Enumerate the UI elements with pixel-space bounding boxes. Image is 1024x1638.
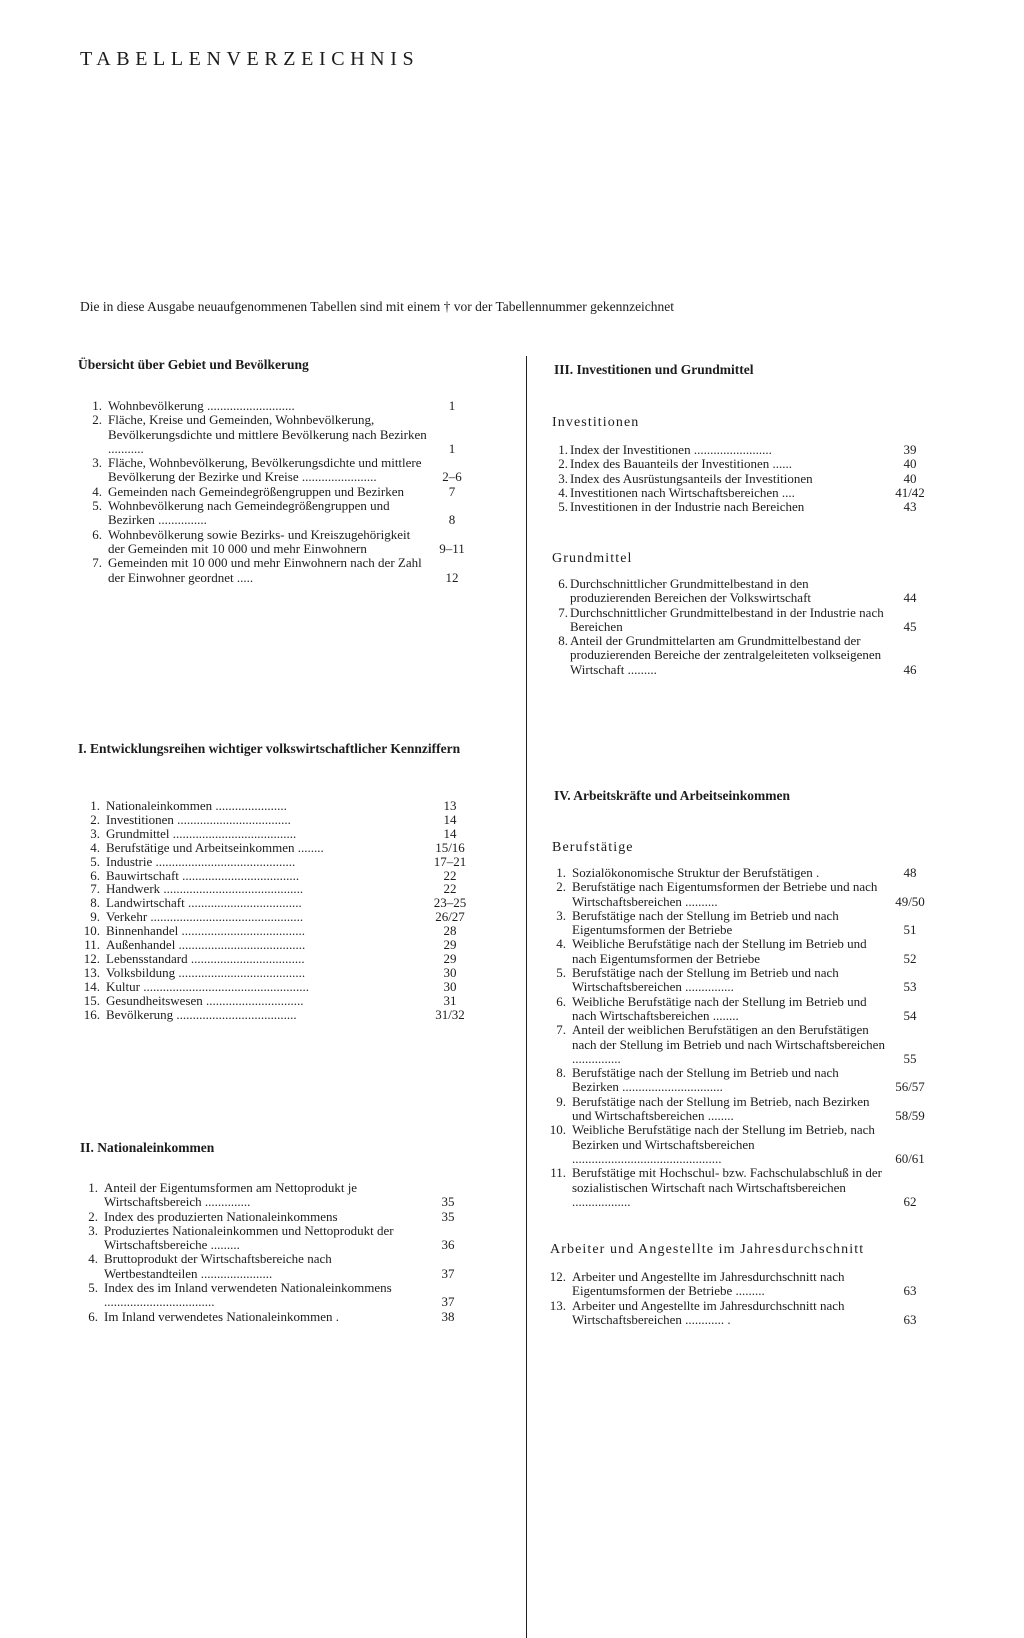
toc-entry <box>80 910 472 924</box>
entry-title: Wohnbevölkerung nach Gemeindegrößengruppen und Bezirken ............... <box>108 498 390 528</box>
entry-page-number: 37 <box>441 1265 455 1281</box>
entry-title: Lebensstandard ................................... <box>106 950 305 966</box>
entry-page-number: 41/42 <box>895 484 925 500</box>
entry-page-number: 40 <box>903 470 917 486</box>
toc-entry <box>546 1299 932 1328</box>
entry-title: Investitionen in der Industrie nach Bereichen <box>570 499 805 515</box>
entry-page-number: 7 <box>448 483 456 499</box>
entry-page-number: 56/57 <box>895 1079 925 1095</box>
entry-title: Durchschnittlicher Grundmittelbestand in den produzierenden Bereichen der Volkswirtschaft <box>570 576 812 606</box>
toc-entry <box>546 909 932 938</box>
toc-entry <box>548 634 932 677</box>
entry-number: 1. <box>88 1180 98 1195</box>
entry-title: Gemeinden mit 10 000 und mehr Einwohnern nach der Zahl der Einwohner geordnet ..... <box>108 555 422 585</box>
entry-number: 1. <box>556 865 566 880</box>
legend-note: Die in diese Ausgabe neuaufgenommenen Tabellen sind mit einem † vor der Tabellennummer gekennzeichnet <box>80 299 675 314</box>
toc-list-investitionen <box>548 443 932 514</box>
entry-page-number: 63 <box>903 1311 917 1327</box>
entry-title: Nationaleinkommen ...................... <box>106 798 287 813</box>
entry-page-number: 58/59 <box>895 1108 925 1124</box>
entry-title: Index des Bauanteils der Investitionen ...... <box>570 456 793 472</box>
entry-number: 7. <box>556 1022 566 1038</box>
entry-title: Außenhandel ....................................... <box>106 937 306 953</box>
toc-entry <box>78 1210 470 1224</box>
entry-title: Bevölkerung ..................................... <box>106 1006 297 1022</box>
entry-number: 1. <box>92 398 102 413</box>
entry-number: 2. <box>90 811 100 827</box>
entry-number: 9. <box>90 909 100 925</box>
entry-title: Industrie ........................................... <box>106 853 296 869</box>
entry-number: 13. <box>83 964 100 980</box>
entry-number: 1. <box>90 798 100 813</box>
toc-entry <box>80 938 472 952</box>
entry-title: Grundmittel ...................................... <box>106 825 297 841</box>
entry-page-number: 17–21 <box>433 853 467 869</box>
entry-number: 10. <box>549 1122 566 1138</box>
entry-number: 12. <box>83 950 100 966</box>
entry-title: Berufstätige und Arbeitseinkommen ........ <box>106 839 324 855</box>
toc-entry <box>546 966 932 995</box>
entry-page-number: 29 <box>443 950 457 966</box>
entry-number: 12. <box>549 1269 566 1284</box>
entry-title: Handwerk ........................................... <box>106 881 304 897</box>
entry-number: 8. <box>556 1065 566 1081</box>
entry-title: Investitionen ................................... <box>106 811 291 827</box>
toc-entry <box>80 841 472 855</box>
entry-title: Anteil der Grundmittelarten am Grundmittelbestand der produzierenden Bereiche der zentralgeleiteten volkseigenen Wirtschaft ......... <box>570 633 882 677</box>
toc-entry <box>80 882 472 896</box>
entry-page-number: 54 <box>903 1007 917 1023</box>
toc-list-entwicklungsreihen <box>80 799 472 1022</box>
section-heading-investitionen: III. Investitionen und Grundmittel <box>554 362 754 377</box>
entry-page-number: 30 <box>443 964 457 980</box>
toc-entry <box>80 813 472 827</box>
entry-page-number: 12 <box>445 569 459 585</box>
toc-entry <box>546 937 932 966</box>
toc-list-nationaleinkommen <box>78 1181 470 1324</box>
subheading-berufstaetige: Berufstätige <box>552 840 634 855</box>
entry-title: Berufstätige nach der Stellung im Betrieb, nach Bezirken und Wirtschaftsbereichen ........ <box>572 1093 870 1124</box>
entry-title: Berufstätige mit Hochschul- bzw. Fachschulabschluß in der sozialistischen Wirtschaft nach Wirtschaftsbereichen .................. <box>572 1165 882 1209</box>
entry-number: 11. <box>550 1165 566 1181</box>
entry-number: 4. <box>558 484 568 500</box>
entry-page-number: 37 <box>441 1294 455 1310</box>
toc-entry <box>548 577 932 606</box>
toc-entry <box>548 457 932 471</box>
subheading-arbeiter-angestellte: Arbeiter und Angestellte im Jahresdurchschnitt <box>550 1242 865 1257</box>
entry-number: 4. <box>92 483 102 499</box>
entry-title: Wohnbevölkerung ........................... <box>108 398 295 413</box>
toc-entry <box>80 980 472 994</box>
toc-entry <box>82 528 474 557</box>
entry-number: 2. <box>556 879 566 895</box>
entry-page-number: 36 <box>441 1237 455 1253</box>
entry-title: Landwirtschaft ................................... <box>106 895 302 911</box>
entry-page-number: 55 <box>903 1050 917 1066</box>
entry-title: Durchschnittlicher Grundmittelbestand in der Industrie nach Bereichen <box>570 604 884 634</box>
entry-title: Anteil der Eigentumsformen am Nettoprodukt je Wirtschaftsbereich .............. <box>104 1180 358 1210</box>
toc-entry <box>546 1270 932 1299</box>
entry-title: Im Inland verwendetes Nationaleinkommen . <box>104 1308 340 1324</box>
entry-title: Fläche, Wohnbevölkerung, Bevölkerungsdichte und mittlere Bevölkerung der Bezirke und Kreise ....................... <box>108 455 422 485</box>
section-heading-nationaleinkommen: II. Nationaleinkommen <box>80 1140 215 1155</box>
entry-title: Bauwirtschaft .................................... <box>106 867 300 883</box>
entry-page-number: 63 <box>903 1283 917 1299</box>
entry-page-number: 9–11 <box>439 540 465 556</box>
toc-entry <box>546 880 932 909</box>
toc-entry <box>546 1095 932 1124</box>
entry-title: Berufstätige nach der Stellung im Betrieb und nach Bezirken ............................... <box>572 1065 839 1095</box>
entry-number: 2. <box>92 412 102 428</box>
toc-entry <box>546 1166 932 1209</box>
entry-number: 4. <box>90 839 100 855</box>
entry-page-number: 15/16 <box>435 839 465 855</box>
toc-list-arbeiter-angestellte <box>546 1270 932 1327</box>
entry-page-number: 22 <box>443 881 457 897</box>
entry-page-number: 1 <box>448 440 456 456</box>
entry-title: Investitionen nach Wirtschaftsbereichen .... <box>570 484 795 500</box>
entry-number: 2. <box>558 456 568 472</box>
entry-title: Sozialökonomische Struktur der Berufstätigen . <box>572 865 820 880</box>
entry-page-number: 43 <box>903 499 917 515</box>
entry-page-number: 2–6 <box>442 469 462 485</box>
entry-title: Arbeiter und Angestellte im Jahresdurchschnitt nach Eigentumsformen der Betriebe ......... <box>572 1269 845 1299</box>
toc-entry <box>80 1008 472 1022</box>
toc-entry <box>546 1023 932 1066</box>
entry-page-number: 35 <box>441 1208 455 1224</box>
entry-number: 9. <box>556 1093 566 1109</box>
toc-entry <box>78 1281 470 1310</box>
entry-number: 6. <box>92 526 102 542</box>
entry-page-number: 1 <box>448 398 456 413</box>
entry-page-number: 48 <box>903 865 917 880</box>
toc-entry <box>546 1066 932 1095</box>
entry-title: Bruttoprodukt der Wirtschaftsbereiche nach Wertbestandteilen ...................... <box>104 1251 332 1281</box>
column-divider <box>526 356 527 1638</box>
entry-number: 3. <box>92 455 102 471</box>
entry-number: 15. <box>83 992 100 1008</box>
entry-title: Index der Investitionen ........................ <box>570 442 772 457</box>
toc-entry <box>80 855 472 869</box>
entry-number: 6. <box>88 1308 98 1324</box>
toc-entry <box>78 1181 470 1210</box>
toc-entry <box>80 966 472 980</box>
entry-page-number: 60/61 <box>895 1150 925 1166</box>
toc-entry <box>80 799 472 813</box>
toc-entry <box>548 500 932 514</box>
toc-entry <box>546 866 932 880</box>
toc-list-berufstaetige <box>546 866 932 1209</box>
entry-page-number: 44 <box>903 590 917 606</box>
toc-entry <box>80 896 472 910</box>
entry-title: Weibliche Berufstätige nach der Stellung im Betrieb, nach Bezirken und Wirtschaftsbereichen .............................................. <box>572 1122 875 1166</box>
entry-number: 3. <box>90 825 100 841</box>
entry-title: Wohnbevölkerung sowie Bezirks- und Kreiszugehörigkeit der Gemeinden mit 10 000 und mehr Einwohnern <box>108 526 411 556</box>
entry-number: 1. <box>558 442 568 457</box>
entry-page-number: 22 <box>443 867 457 883</box>
entry-page-number: 14 <box>443 811 457 827</box>
entry-page-number: 62 <box>903 1193 917 1209</box>
entry-page-number: 14 <box>443 825 457 841</box>
toc-entry <box>82 456 474 485</box>
entry-number: 7. <box>92 555 102 571</box>
toc-entry <box>548 486 932 500</box>
entry-title: Index des produzierten Nationaleinkommens <box>104 1208 338 1224</box>
toc-entry <box>548 472 932 486</box>
entry-number: 5. <box>92 498 102 514</box>
toc-entry <box>546 1123 932 1166</box>
entry-number: 5. <box>90 853 100 869</box>
entry-number: 3. <box>558 470 568 486</box>
section-heading-overview: Übersicht über Gebiet und Bevölkerung <box>78 357 309 372</box>
entry-title: Arbeiter und Angestellte im Jahresdurchschnitt nach Wirtschaftsbereichen ............ . <box>572 1297 845 1327</box>
entry-page-number: 26/27 <box>435 909 465 925</box>
subheading-investitionen: Investitionen <box>552 415 640 430</box>
page-title: TABELLENVERZEICHNIS <box>80 48 420 70</box>
entry-number: 7. <box>558 604 568 620</box>
entry-number: 5. <box>558 499 568 515</box>
entry-title: Berufstätige nach der Stellung im Betrieb und nach Eigentumsformen der Betriebe <box>572 907 839 938</box>
entry-number: 11. <box>84 937 100 953</box>
toc-entry <box>78 1310 470 1324</box>
entry-page-number: 52 <box>903 950 917 966</box>
entry-title: Volksbildung ....................................... <box>106 964 306 980</box>
entry-page-number: 31/32 <box>435 1006 465 1022</box>
entry-number: 6. <box>556 993 566 1009</box>
entry-title: Gesundheitswesen .............................. <box>106 992 304 1008</box>
entry-number: 8. <box>558 633 568 649</box>
entry-page-number: 39 <box>903 442 917 457</box>
toc-entry <box>80 952 472 966</box>
subheading-grundmittel: Grundmittel <box>552 551 633 566</box>
entry-title: Index des Ausrüstungsanteils der Investitionen <box>570 470 813 486</box>
entry-number: 4. <box>556 936 566 952</box>
entry-title: Weibliche Berufstätige nach der Stellung im Betrieb und nach Eigentumsformen der Betriebe <box>572 936 867 966</box>
entry-number: 5. <box>556 965 566 981</box>
toc-entry <box>548 443 932 457</box>
entry-number: 3. <box>556 907 566 923</box>
entry-number: 6. <box>90 867 100 883</box>
entry-title: Anteil der weiblichen Berufstätigen an den Berufstätigen nach der Stellung im Betrieb und nach Wirtschaftsbereichen ............... <box>572 1022 885 1066</box>
entry-number: 4. <box>88 1251 98 1267</box>
entry-number: 8. <box>90 895 100 911</box>
toc-entry <box>78 1224 470 1253</box>
entry-number: 16. <box>83 1006 100 1022</box>
entry-page-number: 53 <box>903 979 917 995</box>
entry-number: 3. <box>88 1222 98 1238</box>
entry-title: Weibliche Berufstätige nach der Stellung im Betrieb und nach Wirtschaftsbereichen ........ <box>572 993 867 1023</box>
section-heading-arbeitskraefte: IV. Arbeitskräfte und Arbeitseinkommen <box>554 788 791 803</box>
entry-number: 2. <box>88 1208 98 1224</box>
toc-entry <box>78 1252 470 1281</box>
entry-page-number: 8 <box>448 512 456 528</box>
toc-entry <box>82 485 474 499</box>
entry-title: Berufstätige nach Eigentumsformen der Betriebe und nach Wirtschaftsbereichen .......... <box>572 879 878 909</box>
entry-page-number: 28 <box>443 923 457 939</box>
entry-title: Berufstätige nach der Stellung im Betrieb und nach Wirtschaftsbereichen ............... <box>572 965 839 995</box>
entry-title: Verkehr ............................................... <box>106 909 304 925</box>
toc-list-overview <box>82 399 474 585</box>
entry-page-number: 29 <box>443 937 457 953</box>
entry-title: Fläche, Kreise und Gemeinden, Wohnbevölkerung, Bevölkerungsdichte und mittlere Bevölkerung nach Bezirken ........... <box>108 412 427 456</box>
toc-entry <box>82 399 474 413</box>
entry-page-number: 13 <box>443 798 457 813</box>
entry-page-number: 31 <box>443 992 457 1008</box>
entry-number: 6. <box>558 576 568 591</box>
entry-page-number: 49/50 <box>895 893 925 909</box>
entry-page-number: 35 <box>441 1194 455 1210</box>
entry-page-number: 40 <box>903 456 917 472</box>
entry-page-number: 23–25 <box>433 895 467 911</box>
toc-entry <box>82 556 474 585</box>
toc-entry <box>80 827 472 841</box>
entry-number: 10. <box>83 923 100 939</box>
toc-entry <box>548 606 932 635</box>
entry-number: 7. <box>90 881 100 897</box>
toc-entry <box>546 995 932 1024</box>
entry-page-number: 46 <box>903 661 917 677</box>
toc-entry <box>82 413 474 456</box>
toc-entry <box>82 499 474 528</box>
entry-number: 14. <box>83 978 100 994</box>
toc-entry <box>80 994 472 1008</box>
entry-page-number: 30 <box>443 978 457 994</box>
entry-title: Gemeinden nach Gemeindegrößengruppen und Bezirken <box>108 483 405 499</box>
entry-page-number: 38 <box>441 1308 455 1324</box>
section-heading-entwicklungsreihen: I. Entwicklungsreihen wichtiger volkswirtschaftlicher Kennziffern <box>78 741 461 756</box>
entry-page-number: 45 <box>903 618 917 634</box>
toc-entry <box>80 869 472 883</box>
entry-title: Produziertes Nationaleinkommen und Nettoprodukt der Wirtschaftsbereiche ......... <box>104 1222 394 1253</box>
entry-title: Index des im Inland verwendeten Nationaleinkommens .................................. <box>104 1280 392 1310</box>
entry-number: 13. <box>549 1297 566 1313</box>
entry-page-number: 51 <box>903 922 917 938</box>
toc-list-grundmittel <box>548 577 932 677</box>
toc-entry <box>80 924 472 938</box>
entry-title: Kultur ................................................... <box>106 978 309 994</box>
entry-title: Binnenhandel ...................................... <box>106 923 305 939</box>
entry-number: 5. <box>88 1280 98 1296</box>
